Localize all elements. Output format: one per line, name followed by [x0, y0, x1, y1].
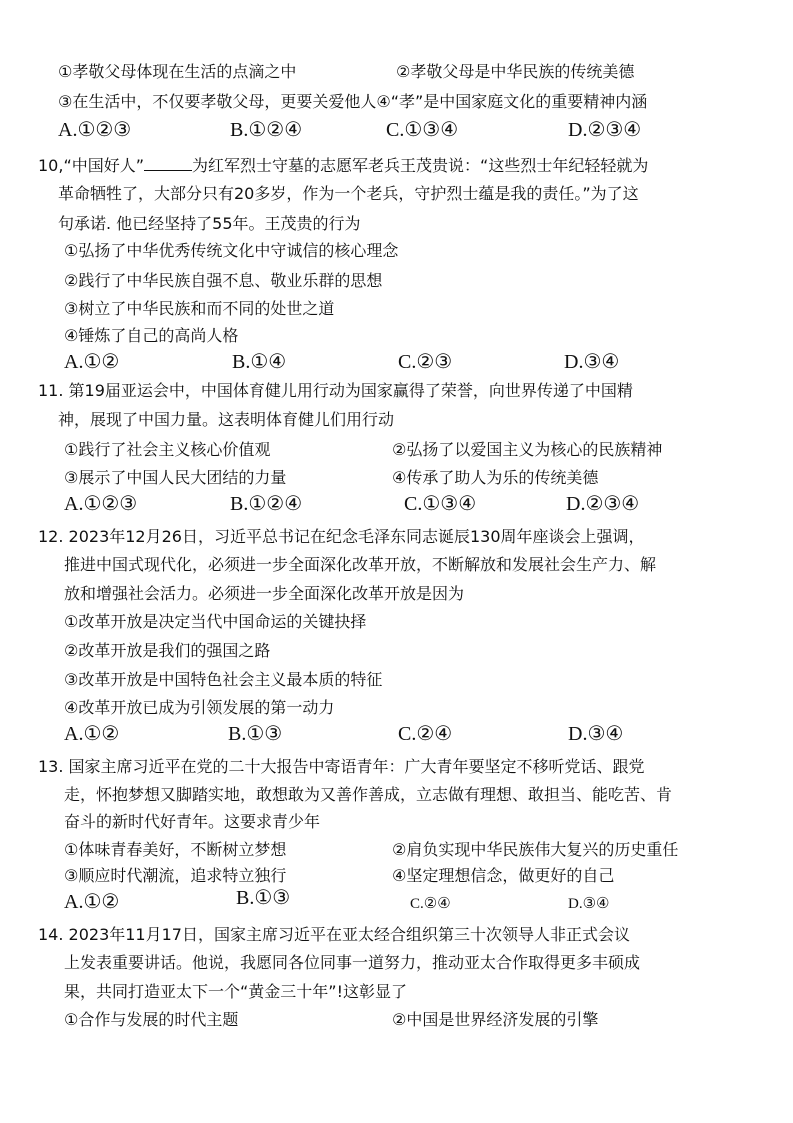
q14-stem-line-1: 14. 2023年11月17日，国家主席习近平在亚太经合组织第三十次领导人非正式会议 — [38, 925, 630, 944]
q12-item-4: ④改革开放已成为引领发展的第一动力 — [64, 698, 335, 717]
q14-item-2: ②中国是世界经济发展的引擎 — [392, 1010, 599, 1029]
q10-option-d: D.③④ — [564, 351, 620, 373]
q10-stem-pre: 10,“中国好人” — [38, 156, 145, 175]
q10-item-3: ③树立了中华民族和而不同的处世之道 — [64, 299, 335, 318]
q11-stem-line-2: 神，展现了中国力量。这表明体育健儿们用行动 — [58, 410, 395, 429]
q10-option-c: C.②③ — [398, 351, 453, 373]
q12-stem-line-1: 12. 2023年12月26日，习近平总书记在纪念毛泽东同志诞辰130周年座谈会上强调， — [38, 527, 645, 546]
q11-item-2: ②弘扬了以爱国主义为核心的民族精神 — [392, 440, 663, 459]
q9-option-b: B.①②④ — [230, 119, 303, 141]
q12-stem-line-3: 放和增强社会活力。必须进一步全面深化改革开放是因为 — [64, 584, 465, 603]
q13-option-a: A.①② — [64, 891, 120, 913]
q10-item-1: ①弘扬了中华优秀传统文化中守诚信的核心理念 — [64, 241, 399, 260]
q10-option-b: B.①④ — [232, 351, 287, 373]
q10-stem-line-1 — [38, 156, 648, 176]
q10-option-a: A.①② — [64, 351, 120, 373]
q13-stem-line-3: 奋斗的新时代好青年。这要求青少年 — [64, 812, 321, 831]
q10-item-2: ②践行了中华民族自强不息、敬业乐群的思想 — [64, 271, 383, 290]
q9-option-c: C.①③④ — [386, 119, 459, 141]
q12-item-1: ①改革开放是决定当代中国命运的关键抉择 — [64, 612, 367, 631]
q12-item-3: ③改革开放是中国特色社会主义最本质的特征 — [64, 670, 383, 689]
q13-option-c: C.②④ — [410, 896, 451, 912]
q11-item-4: ④传承了助人为乐的传统美德 — [392, 468, 599, 487]
q9-option-a: A.①②③ — [58, 119, 132, 141]
q14-stem-line-2: 上发表重要讲话。他说，我愿同各位同事一道努力，推动亚太合作取得更多丰硕成 — [64, 953, 641, 972]
q14-stem-line-3: 果，共同打造亚太下一个“黄金三十年”!这彰显了 — [64, 982, 407, 1001]
q11-item-3: ③展示了中国人民大团结的力量 — [64, 468, 287, 487]
q13-item-4: ④坚定理想信念，做更好的自己 — [392, 866, 615, 885]
q11-item-1: ①践行了社会主义核心价值观 — [64, 440, 271, 459]
q13-item-1: ①体味青春美好，不断树立梦想 — [64, 840, 287, 859]
q13-item-2: ②肩负实现中华民族伟大复兴的历史重任 — [392, 840, 679, 859]
q14-item-1: ①合作与发展的时代主题 — [64, 1010, 239, 1029]
q13-option-d: D.③④ — [568, 896, 610, 912]
q10-stem-line-3: 句承诺. 他已经坚持了55年。王茂贵的行为 — [58, 214, 361, 233]
q10-answer-blank — [144, 156, 192, 171]
q11-stem-line-1: 11. 第19届亚运会中，中国体育健儿用行动为国家赢得了荣誉，向世界传递了中国精 — [38, 381, 633, 400]
q9-item-2: ②孝敬父母是中华民族的传统美德 — [396, 62, 635, 81]
q9-item-1: ①孝敬父母体现在生活的点滴之中 — [58, 62, 297, 81]
q13-stem-line-1: 13. 国家主席习近平在党的二十大报告中寄语青年：广大青年要坚定不移听党话、跟党 — [38, 757, 645, 776]
q11-option-d: D.②③④ — [566, 493, 640, 515]
q12-option-d: D.③④ — [568, 723, 624, 745]
q10-item-4: ④锤炼了自己的高尚人格 — [64, 326, 239, 345]
q10-stem-line-2: 革命牺牲了，大部分只有20多岁，作为一个老兵，守护烈士蕴是我的责任。”为了这 — [58, 184, 639, 203]
q12-option-c: C.②④ — [398, 723, 453, 745]
q13-item-3: ③顺应时代潮流，追求特立独行 — [64, 866, 287, 885]
q11-option-a: A.①②③ — [64, 493, 138, 515]
q12-option-a: A.①② — [64, 723, 120, 745]
q9-item-3: ③在生活中，不仅要孝敬父母，更要关爱他人④“孝”是中国家庭文化的重要精神内涵 — [58, 92, 648, 111]
q13-option-b: B.①③ — [236, 887, 291, 909]
q10-stem-post: 为红军烈士守墓的志愿军老兵王茂贵说：“这些烈士年纪轻轻就为 — [192, 156, 649, 175]
q11-option-b: B.①②④ — [230, 493, 303, 515]
q12-option-b: B.①③ — [228, 723, 283, 745]
q12-stem-line-2: 推进中国式现代化，必须进一步全面深化改革开放，不断解放和发展社会生产力、解 — [64, 555, 657, 574]
q9-option-d: D.②③④ — [568, 119, 642, 141]
q11-option-c: C.①③④ — [404, 493, 477, 515]
q13-stem-line-2: 走，怀抱梦想又脚踏实地，敢想敢为又善作善成，立志做有理想、敢担当、能吃苦、肯 — [64, 785, 673, 804]
q12-item-2: ②改革开放是我们的强国之路 — [64, 641, 271, 660]
